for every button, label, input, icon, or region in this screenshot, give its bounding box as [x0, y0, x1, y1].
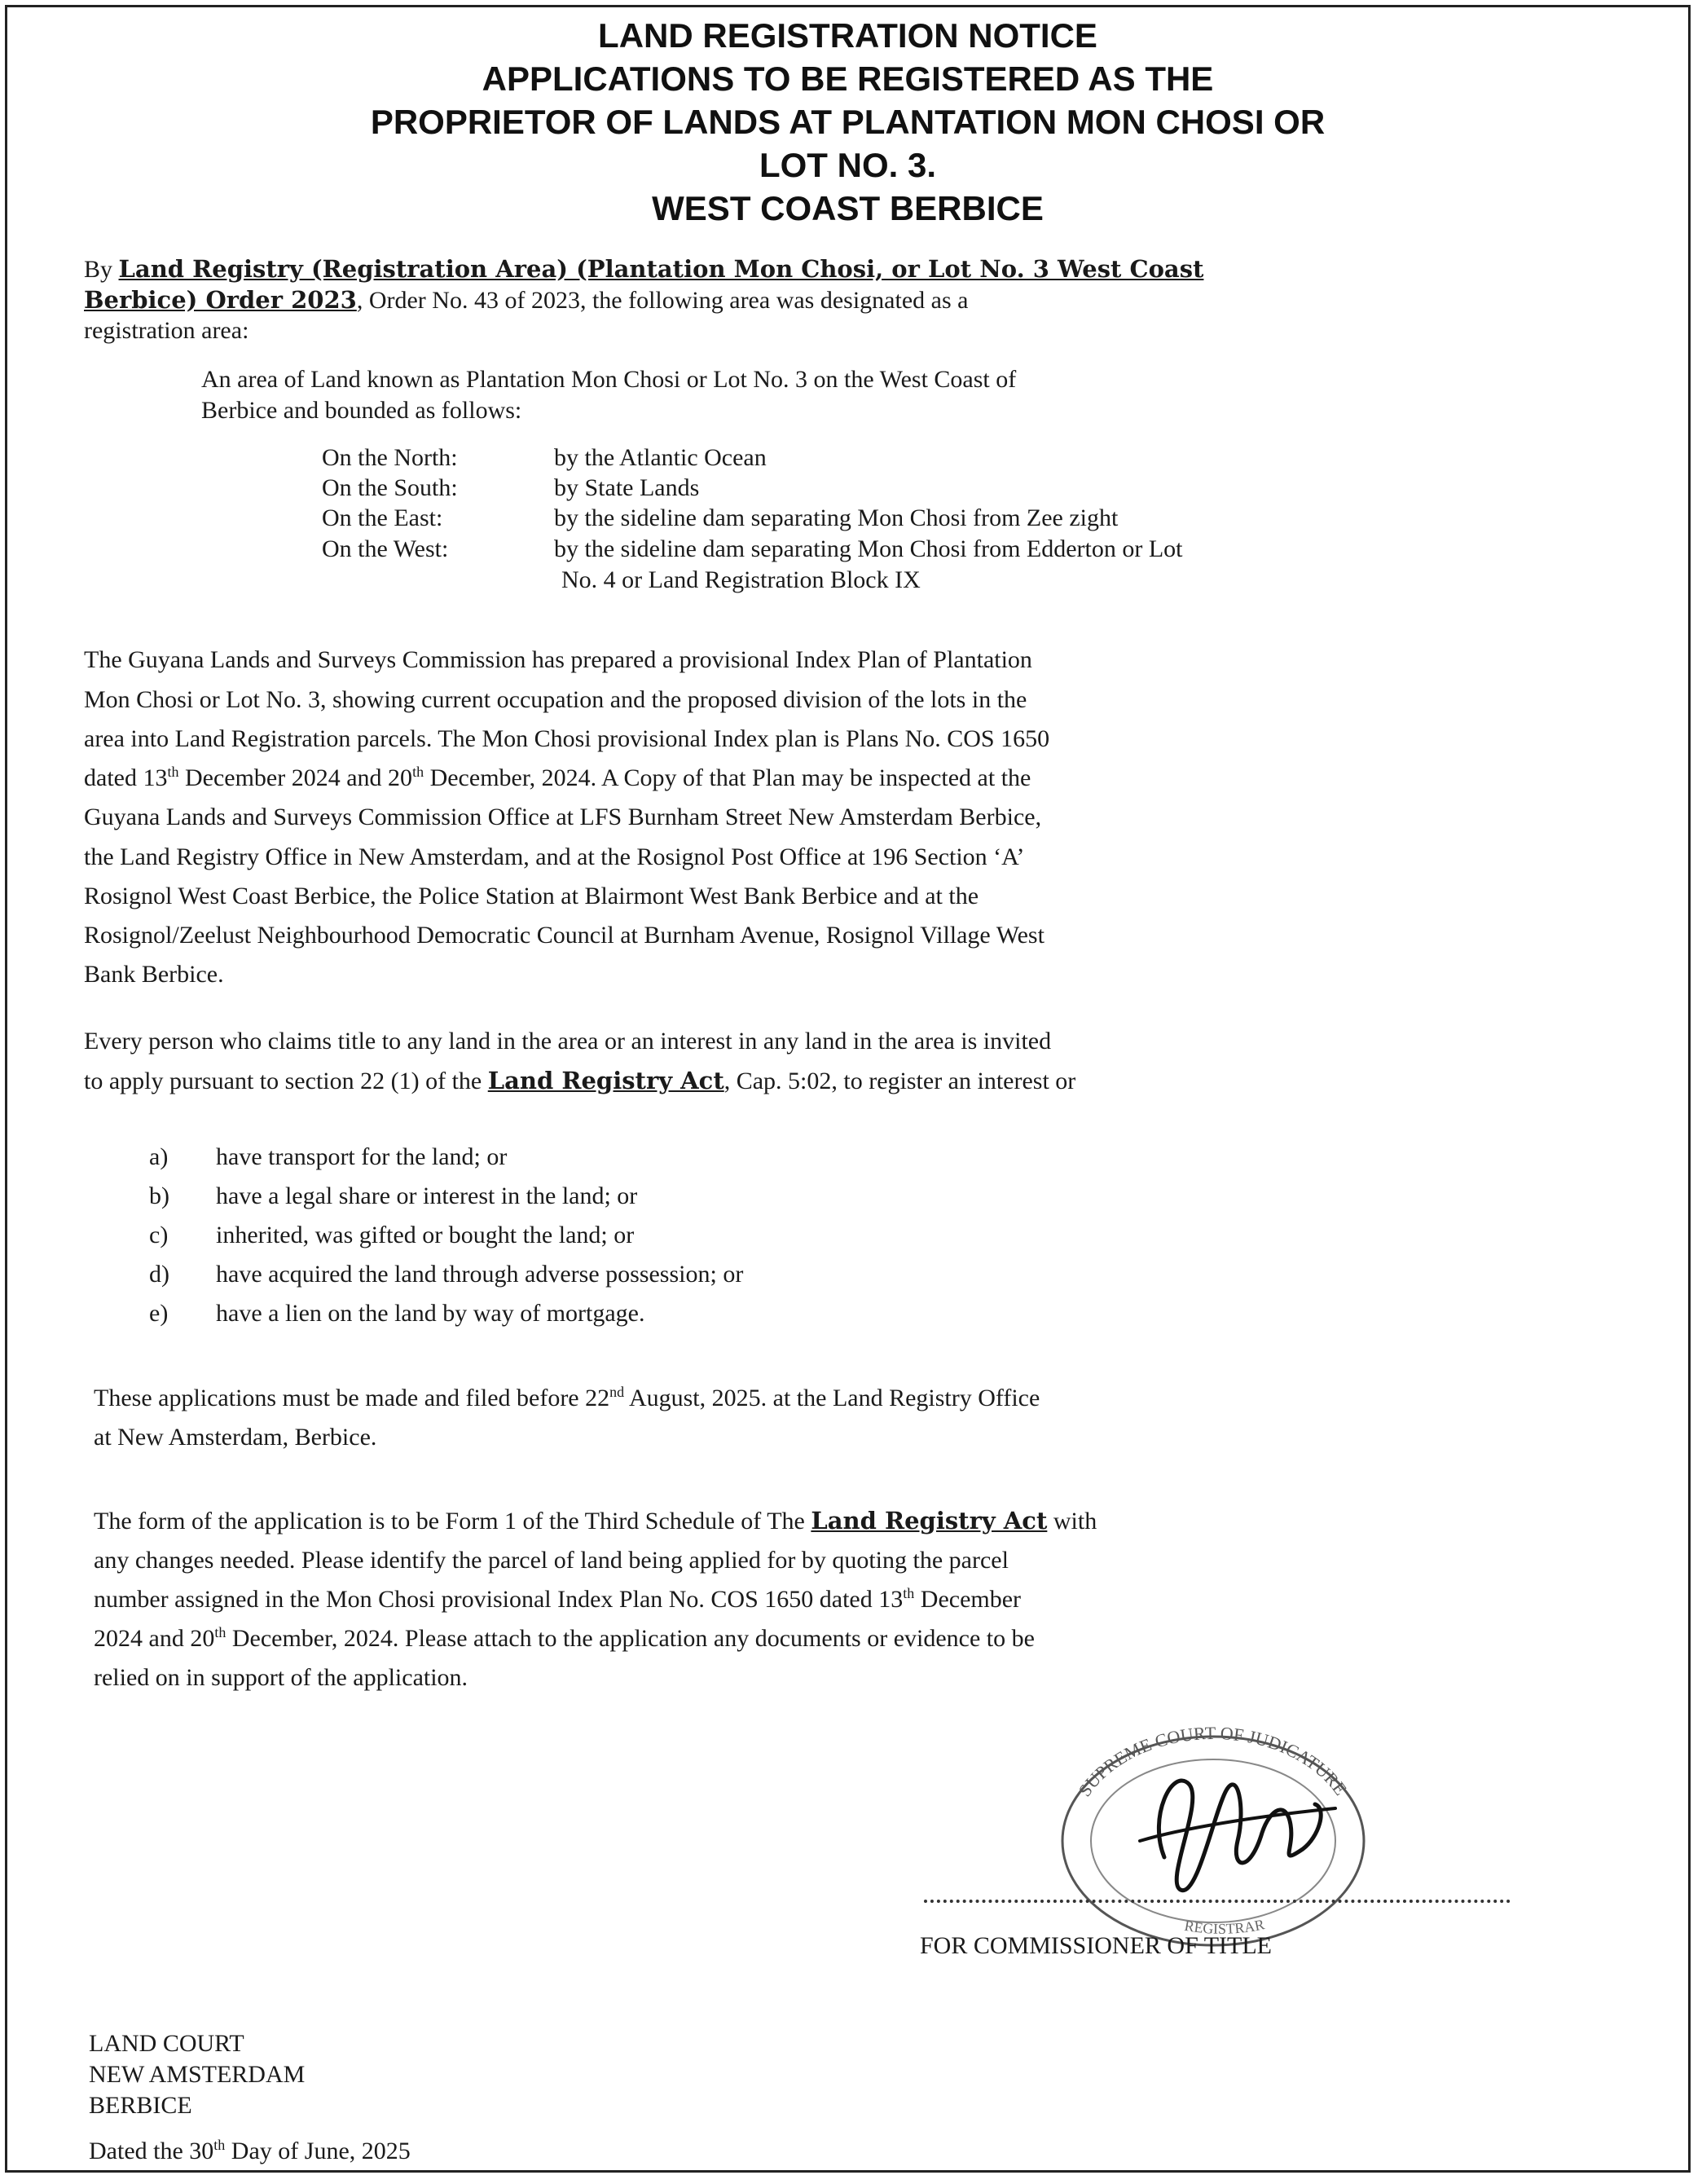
seal-bottom-text: REGISTRAR: [1183, 1916, 1266, 1937]
notice-page: [5, 5, 1691, 2173]
form-line-2: any changes needed. Please identify the parcel of land being applied for by quoting the parcel: [94, 1547, 1009, 1574]
bound-west-label: On the West:: [322, 535, 449, 562]
intro-line-3: registration area:: [84, 317, 249, 344]
intro-rest-1: , Order No. 43 of 2023, the following area was designated as a: [356, 287, 969, 314]
claims-2c: , Cap. 5:02, to register an interest or: [723, 1068, 1076, 1094]
signature-dotted-line: [924, 1900, 1511, 1903]
claims-line-1: Every person who claims title to any land in the area or an interest in any land in the area is invited: [84, 1028, 1052, 1055]
f3c: December: [914, 1586, 1022, 1613]
dated-b: th: [213, 2137, 226, 2153]
bound-west: [322, 535, 1183, 563]
form-line-4: [94, 1625, 1035, 1653]
list-text: inherited, was gifted or bought the land; or: [216, 1222, 635, 1248]
bound-east: [322, 504, 1118, 532]
commission-line-8: Rosignol/Zeelust Neighbourhood Democratic Council at Burnham Avenue, Rosignol Village West: [84, 922, 1045, 949]
f4a: 2024 and 20: [94, 1625, 215, 1652]
d1a: These applications must be made and filed before 22: [94, 1385, 610, 1411]
form-line-5: relied on in support of the application.: [94, 1664, 468, 1691]
header-line-3: PROPRIETOR OF LANDS AT PLANTATION MON CHOSI OR: [370, 103, 1326, 141]
list-marker: d): [149, 1261, 169, 1288]
order-title-part-2: Berbice) Order 2023: [84, 286, 357, 314]
commission-line-9: Bank Berbice.: [84, 961, 224, 988]
commission-line-2: Mon Chosi or Lot No. 3, showing current occupation and the proposed division of the lots in the: [84, 686, 1027, 713]
f1a: The form of the application is to be Form 1 of the Third Schedule of The: [94, 1508, 811, 1535]
form-line-3: [94, 1586, 1021, 1614]
form-line-1: [94, 1507, 1097, 1535]
dated-a: Dated the 30: [89, 2138, 214, 2164]
list-item: [149, 1300, 645, 1328]
bound-west-text: by the sideline dam separating Mon Chosi from Edderton or Lot: [554, 535, 1183, 562]
bound-north-text: by the Atlantic Ocean: [554, 444, 767, 471]
bound-north-label: On the North:: [322, 444, 458, 471]
d1c: August, 2025. at the Land Registry Office: [624, 1385, 1040, 1411]
intro-line-2: [84, 286, 968, 315]
c4c: December 2024 and 20: [178, 764, 413, 791]
c4a: dated 13: [84, 764, 168, 791]
f3b: th: [903, 1585, 915, 1601]
area-desc-line-2: Berbice and bounded as follows:: [201, 397, 522, 424]
land-registry-act-ref: Land Registry Act: [487, 1067, 724, 1094]
claims-2a: to apply pursuant to section 22 (1) of the: [84, 1068, 488, 1094]
list-item: [149, 1222, 634, 1249]
dated-line: [89, 2138, 411, 2165]
signature-scribble: [1159, 1781, 1321, 1891]
header-line-5: WEST COAST BERBICE: [652, 189, 1044, 227]
list-text: have a legal share or interest in the land; or: [216, 1182, 638, 1209]
header-line-1: LAND REGISTRATION NOTICE: [598, 16, 1097, 55]
deadline-line-2: at New Amsterdam, Berbice.: [94, 1424, 377, 1451]
commission-line-4: [84, 764, 1031, 792]
commission-line-5: Guyana Lands and Surveys Commission Office at LFS Burnham Street New Amsterdam Berbice,: [84, 804, 1042, 830]
header-line-2: APPLICATIONS TO BE REGISTERED AS THE: [482, 59, 1214, 98]
bound-east-label: On the East:: [322, 504, 443, 531]
c4b: th: [167, 764, 179, 780]
land-registry-act-ref-2: Land Registry Act: [811, 1507, 1048, 1535]
commission-line-1: The Guyana Lands and Surveys Commission has prepared a provisional Index Plan of Plantation: [84, 646, 1032, 673]
list-marker: a): [149, 1143, 169, 1170]
f1c: with: [1047, 1508, 1097, 1535]
seal-top-text: SUPREME COURT OF JUDICATURE: [1074, 1722, 1352, 1800]
commission-line-7: Rosignol West Coast Berbice, the Police Station at Blairmont West Bank Berbice and at the: [84, 883, 979, 909]
court-seal-stamp: [1042, 1719, 1384, 1947]
bound-south-text: by State Lands: [554, 474, 700, 501]
bound-west-continued: No. 4 or Land Registration Block IX: [561, 566, 921, 593]
list-marker: e): [149, 1300, 169, 1327]
list-text: have acquired the land through adverse possession; or: [216, 1261, 744, 1288]
dated-c: Day of June, 2025: [225, 2138, 411, 2164]
claims-line-2: [84, 1067, 1075, 1095]
bound-south-label: On the South:: [322, 474, 458, 501]
intro-by: By: [84, 256, 113, 283]
signature-title: FOR COMMISSIONER OF TITLE: [920, 1932, 1272, 1959]
header-line-4: LOT NO. 3.: [759, 146, 936, 184]
c4e: December, 2024. A Copy of that Plan may be inspected at the: [424, 764, 1031, 791]
list-text: have a lien on the land by way of mortgage.: [216, 1300, 645, 1327]
list-marker: c): [149, 1222, 169, 1248]
deadline-line-1: [94, 1385, 1040, 1412]
list-item: [149, 1182, 637, 1210]
intro-line-1: [84, 255, 1203, 284]
order-title-part-1: Land Registry (Registration Area) (Plantation Mon Chosi, or Lot No. 3 West Coast: [118, 255, 1204, 283]
bound-south: [322, 474, 699, 502]
f4b: th: [214, 1624, 226, 1640]
seal-inner-ring: [1091, 1759, 1335, 1922]
bound-east-text: by the sideline dam separating Mon Chosi from Zee zight: [554, 504, 1119, 531]
commission-line-3: area into Land Registration parcels. The Mon Chosi provisional Index plan is Plans No. COS 1650: [84, 725, 1050, 752]
area-desc-line-1: An area of Land known as Plantation Mon Chosi or Lot No. 3 on the West Coast of: [201, 366, 1017, 393]
list-text: have transport for the land; or: [216, 1143, 508, 1170]
bound-north: [322, 444, 767, 472]
address-line-1: LAND COURT: [89, 2030, 244, 2057]
f4c: December, 2024. Please attach to the application any documents or evidence to be: [226, 1625, 1035, 1652]
address-line-3: BERBICE: [89, 2092, 192, 2119]
notice-header: [7, 14, 1688, 230]
c4d: th: [412, 764, 424, 780]
f3a: number assigned in the Mon Chosi provisional Index Plan No. COS 1650 dated 13: [94, 1586, 904, 1613]
list-item: [149, 1261, 743, 1288]
address-line-2: NEW AMSTERDAM: [89, 2061, 306, 2088]
d1b: nd: [609, 1384, 625, 1400]
list-marker: b): [149, 1182, 169, 1209]
commission-line-6: the Land Registry Office in New Amsterdam, and at the Rosignol Post Office at 196 Section ‘A’: [84, 843, 1025, 870]
list-item: [149, 1143, 507, 1171]
